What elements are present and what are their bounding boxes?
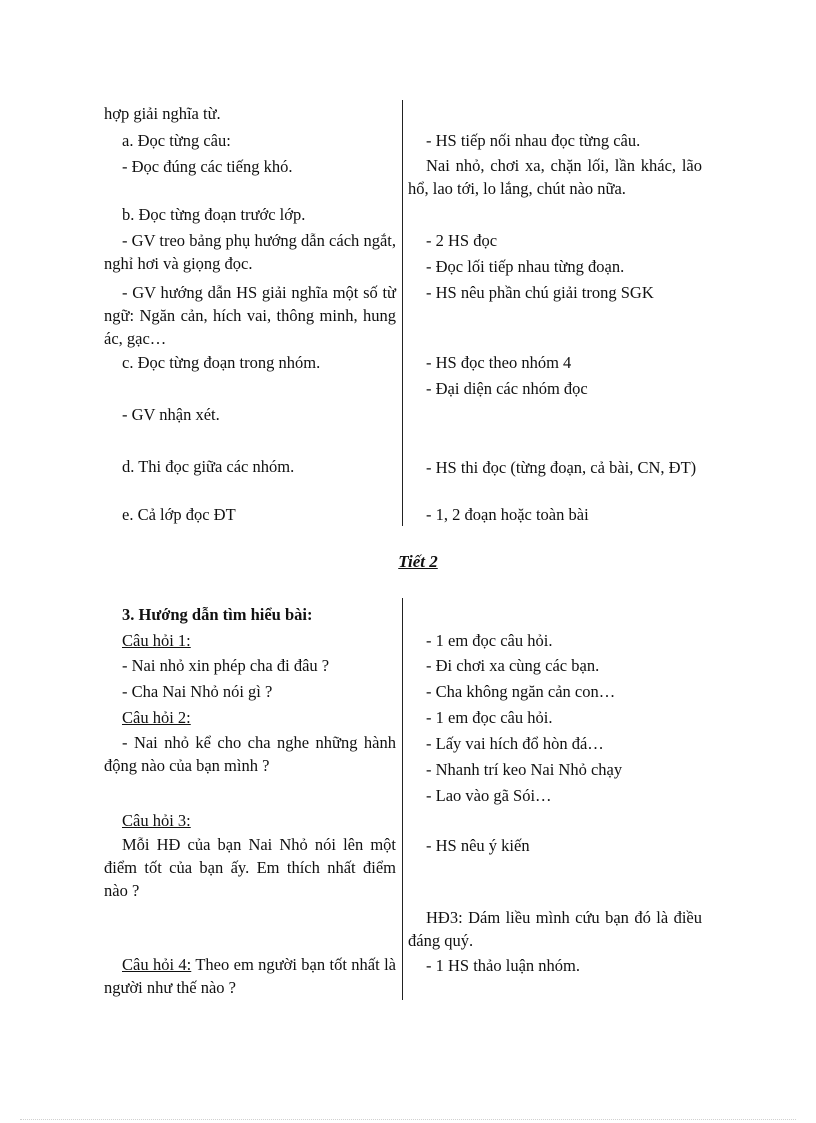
column-divider-bottom (402, 598, 403, 1000)
answer-2-b: - Nhanh trí keo Nai Nhỏ chạy (426, 760, 623, 779)
question-2-label: Câu hỏi 2: (122, 708, 191, 727)
answer-1-a: - Đi chơi xa cùng các bạn. (426, 656, 600, 675)
left-item-gv-comment: - GV nhận xét. (122, 405, 220, 424)
left-item-hard-words: - Đọc đúng các tiếng khó. (122, 157, 293, 176)
answer-2-read: - 1 em đọc câu hỏi. (426, 708, 553, 727)
column-divider-top (402, 100, 403, 526)
left-item-e: e. Cả lớp đọc ĐT (122, 505, 236, 524)
lesson-heading: Tiết 2 (398, 552, 438, 571)
answer-1-b: - Cha không ngăn cản con… (426, 682, 616, 701)
answer-4: - 1 HS thảo luận nhóm. (426, 956, 580, 975)
left-item-a: a. Đọc từng câu: (122, 131, 231, 150)
question-3-text: Mỗi HĐ của bạn Nai Nhỏ nói lên một điểm tốt của bạn ấy. Em thích nhất điểm nào ? (104, 835, 396, 900)
left-item-c: c. Đọc từng đoạn trong nhóm. (122, 353, 321, 372)
right-item-group-read: - HS đọc theo nhóm 4 (426, 353, 572, 372)
right-item-contest: - HS thi đọc (từng đoạn, cả bài, CN, ĐT) (426, 458, 697, 477)
question-4-body: Theo em người bạn tốt nhất là người như thế nào ? (104, 955, 396, 997)
left-text-continuation: hợp giải nghĩa từ. (104, 104, 221, 123)
question-1-label: Câu hỏi 1: (122, 631, 191, 650)
answer-2-a: - Lấy vai hích đổ hòn đá… (426, 734, 604, 753)
answer-3: - HS nêu ý kiến (426, 836, 530, 855)
answer-1-read: - 1 em đọc câu hỏi. (426, 631, 553, 650)
left-item-b: b. Đọc từng đoạn trước lớp. (122, 205, 306, 224)
right-item-whole-class: - 1, 2 đoạn hoặc toàn bài (426, 505, 589, 524)
question-1-b: - Cha Nai Nhỏ nói gì ? (122, 682, 273, 701)
question-3-label: Câu hỏi 3: (122, 811, 191, 830)
left-item-d: d. Thi đọc giữa các nhóm. (122, 457, 295, 476)
question-4-label: Câu hỏi 4: (122, 955, 192, 974)
question-4-text (104, 953, 396, 999)
answer-2-c: - Lao vào gã Sói… (426, 786, 552, 805)
right-item-glossary: - HS nêu phần chú giải trong SGK (426, 283, 654, 302)
question-1-a: - Nai nhỏ xin phép cha đi đâu ? (122, 656, 330, 675)
right-item-2hs-read: - 2 HS đọc (426, 231, 498, 250)
right-item-hard-words-list: Nai nhỏ, chơi xa, chặn lối, lần khác, lão hổ, lao tới, lo lắng, chút nào nữa. (408, 156, 702, 198)
question-2-text: - Nai nhỏ kể cho cha nghe những hành động nào của bạn mình ? (104, 733, 396, 775)
section-title: 3. Hướng dẫn tìm hiểu bài: (122, 605, 313, 624)
right-item-read-sentences: - HS tiếp nối nhau đọc từng câu. (426, 131, 641, 150)
right-item-representatives: - Đại diện các nhóm đọc (426, 379, 588, 398)
left-item-gv-vocab: - GV hướng dẫn HS giải nghĩa một số từ ngữ: Ngăn cản, hích vai, thông minh, hung ác, gạc… (104, 283, 396, 348)
right-item-read-paragraphs: - Đọc lối tiếp nhau từng đoạn. (426, 257, 625, 276)
activity-3-note: HĐ3: Dám liều mình cứu bạn đó là điều đáng quý. (408, 908, 702, 950)
left-item-gv-board: - GV treo bảng phụ hướng dẫn cách ngắt, nghỉ hơi và giọng đọc. (104, 231, 396, 273)
page-bottom-dotted-rule (20, 1119, 796, 1120)
